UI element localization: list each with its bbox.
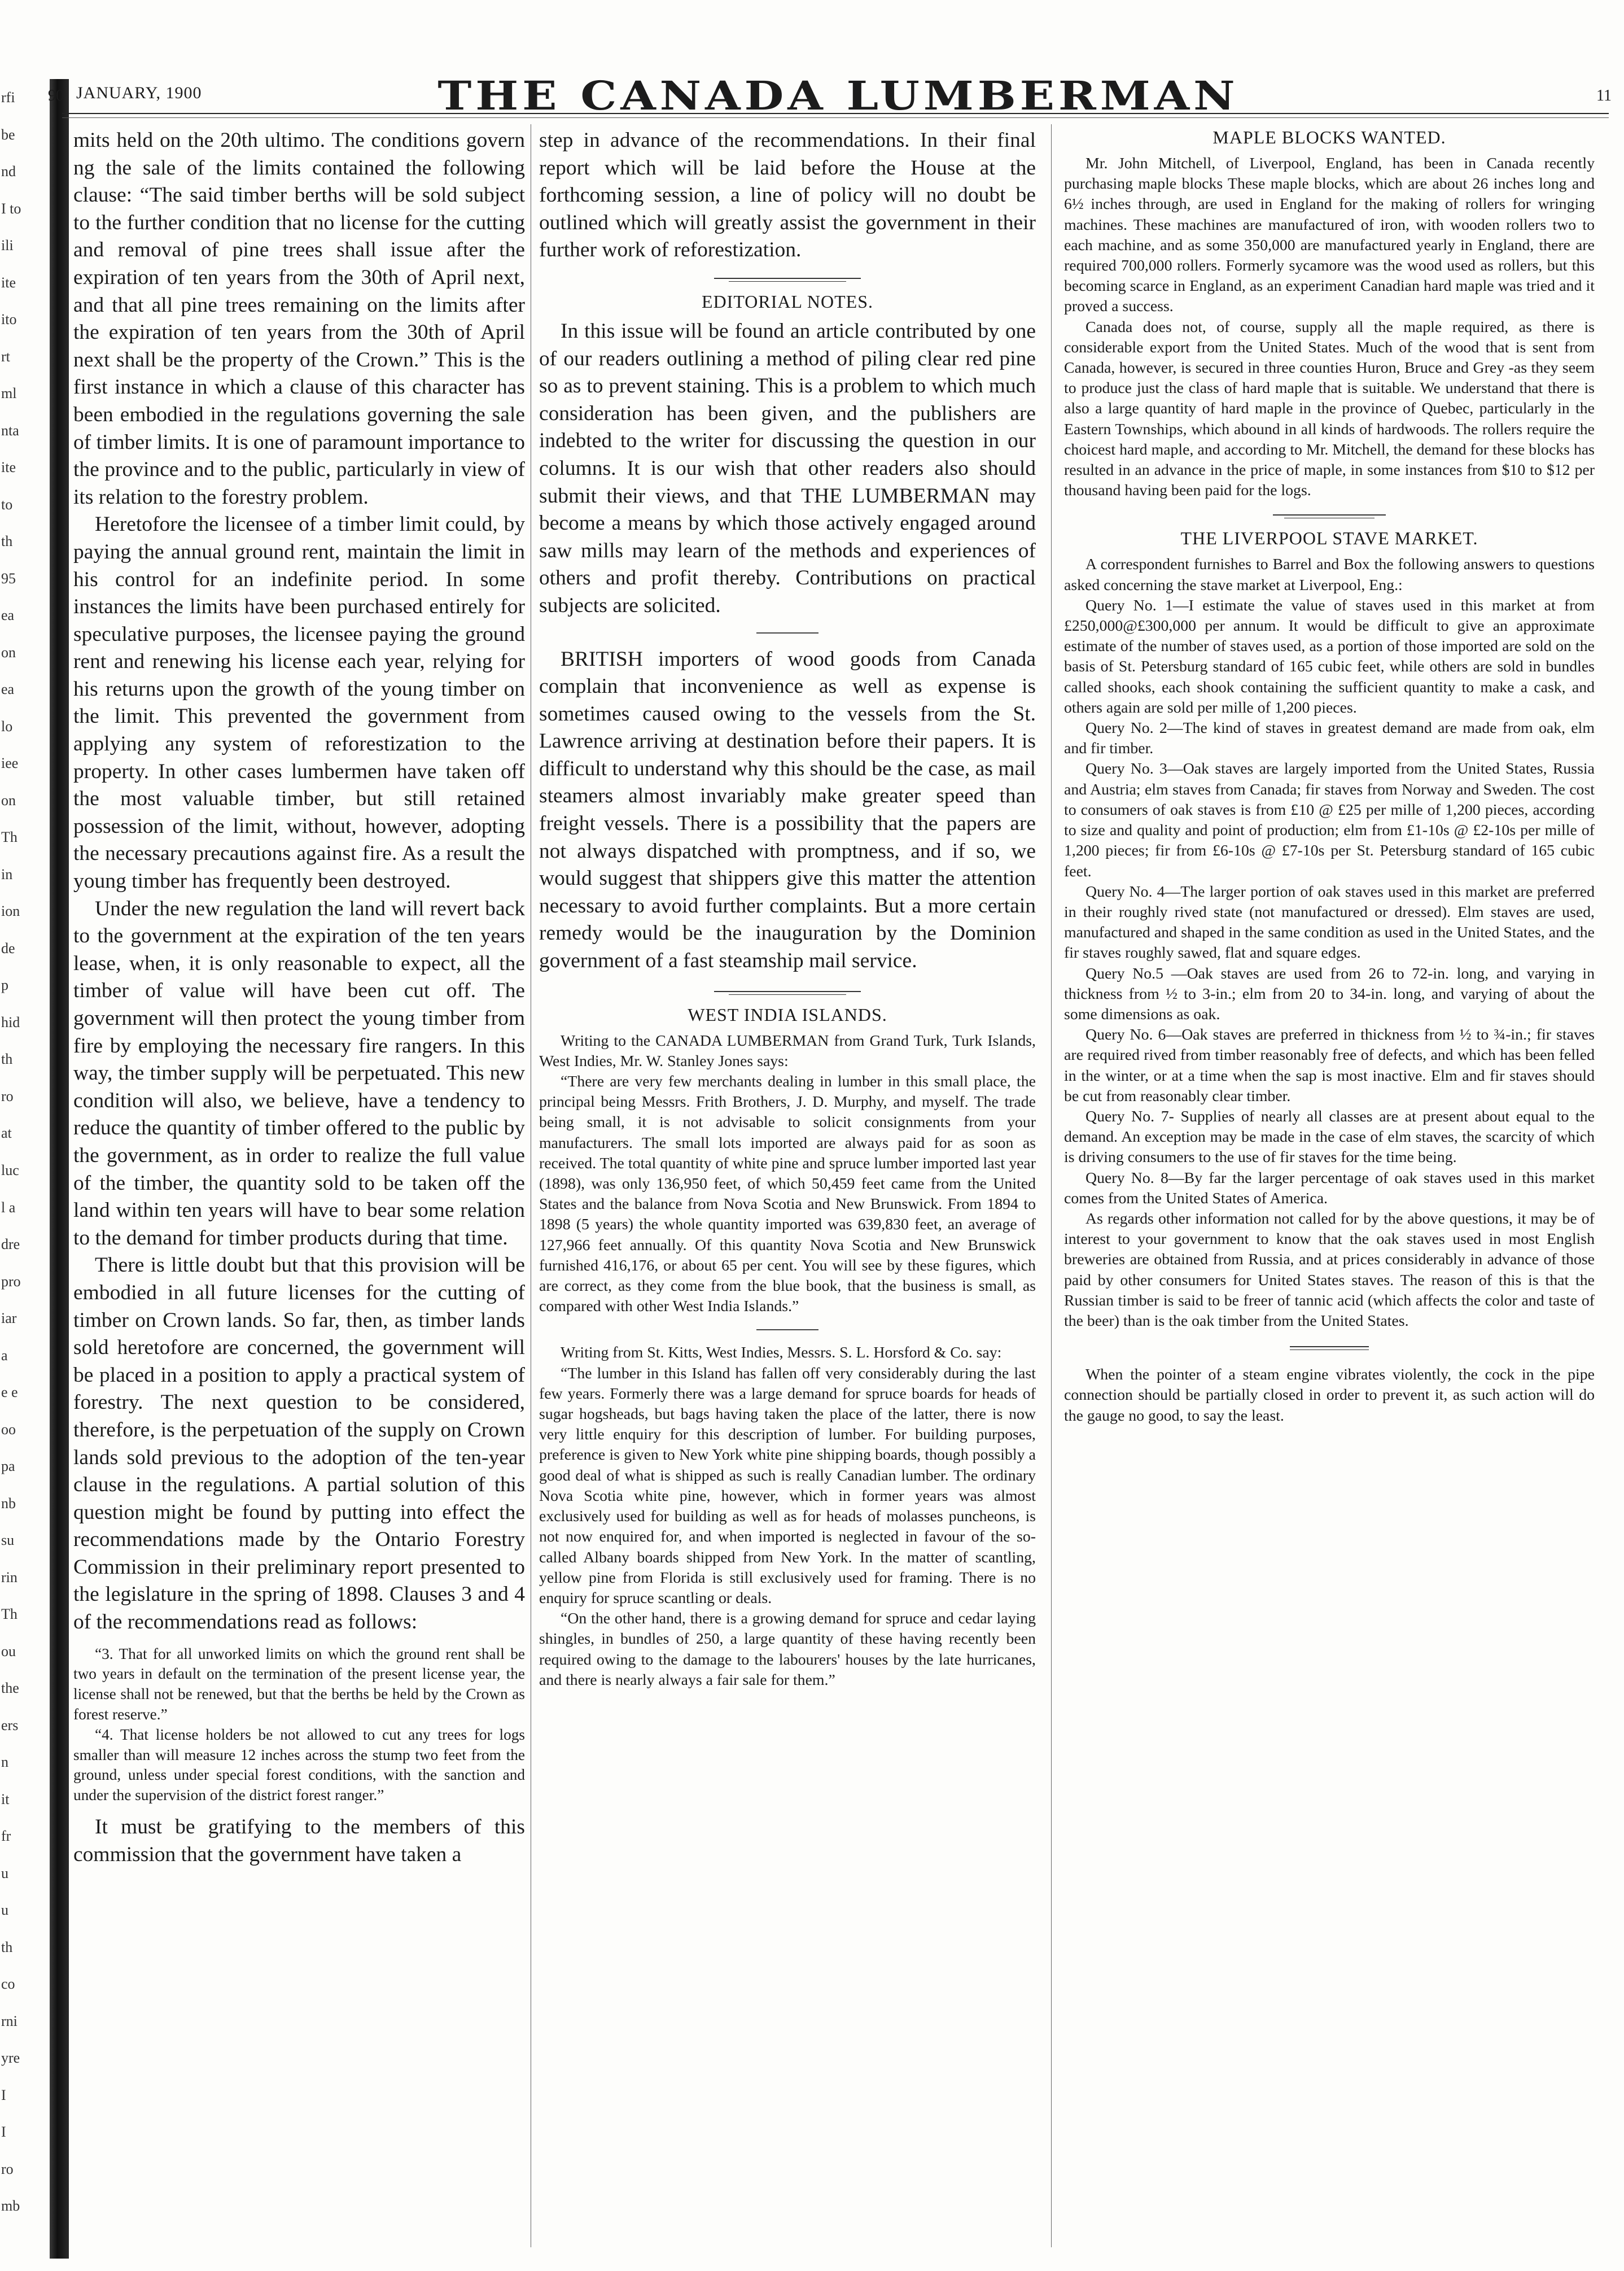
west-india-para-5: “On the other hand, there is a growing demand for spruce and cedar laying shingles, in bundles of 250, a large quantity of these having recently been required owing to the damage to the labourers' houses by the late hurricanes, and there is nearly always a fair sale for them.” (539, 1610, 1036, 1689)
binding-fragment: pa (1, 1458, 15, 1474)
binding-fragment: ito (1, 311, 17, 327)
column-divider-2 (1051, 124, 1052, 2247)
binding-fragment: ro (1, 2161, 14, 2177)
editorial-note-1: In this issue will be found an article contributed by one of our readers outlining a method of piling clear red pine so as to prevent staining. This is a problem to which much consideration has been given, and the publishers are indebted to the writer for discussing the question in our columns. It is our wish that other readers also should submit their views, and that THE LUMBERMAN may become a means by which those actively engaged around saw mills may learn of the methods and experiences of others and profit thereby. Contributions on practical subjects are solicited. (539, 319, 1036, 617)
west-india-para-4: “The lumber in this Island has fallen off very considerably during the last few years. Formerly there was a large demand for spruce boards for heads of sugar hogsheads, but bags having taken the place of the latter, there is now very little enquiry for this description of lumber. For building purposes, preference is given to New York white pine shipping boards, though possibly a good deal of what is shipped as such is really Canadian lumber. The ordinary Nova Scotia white pine, however, which in former years was almost exclusively used for building as well as for heads of molasses puncheons, is not now enquired for, and when imported is neglected in favour of the so-called Albany boards shipped from New York. In the matter of scantling, yellow pine from Florida is still exclusively used for framing. There is no enquiry for spruce scantling or deals. (539, 1364, 1036, 1607)
column-1 (73, 127, 525, 1868)
note-divider (1290, 1346, 1369, 1350)
col2-paragraph-1: step in advance of the recommendations. In their final report which will be laid before the House at the forthcoming session, a line of policy will no doubt be outlined which will greatly assist the government in their further work of reforestization. (539, 129, 1036, 262)
binding-fragment: ili (1, 237, 14, 254)
newspaper-title: THE CANADA LUMBERMAN (437, 72, 1239, 119)
issue-date: JANUARY, 1900 (76, 84, 202, 102)
col1-paragraph-1: mits held on the 20th ultimo. The conditions govern ng the sale of the limits contained the following clause: “The said timber berths will be sold subject to the further condition that no license for the cutting and removal of pine trees shall issue after the expiration of ten years from the 30th of April next, and that all pine trees remaining on the limits after the expiration of ten years from the 30th of April next shall be the property of the Crown.” This is the first instance in which a clause of this character has been embodied in the regulations governing the sale of timber limits. It is one of paramount importance to the province and to the public, particularly in view of its relation to the forestry problem. (73, 129, 525, 509)
binding-fragment: I (1, 2124, 6, 2140)
col1-paragraph-5: It must be gratifying to the members of this commission that the government have taken a (73, 1815, 525, 1866)
binding-fragment: Th (1, 1606, 17, 1622)
editorial-note-2: BRITISH importers of wood goods from Canada complain that inconvenience as well as expense is sometimes caused owing to the vessels from the St. Lawrence arriving at destination before their papers. It is difficult to understand why this should be the case, as mail steamers almost invariably make greater speed than freight vessels. There is a possibility that the papers are not always dispatched with promptness, and if so, we would suggest that shippers give this matter the attention necessary to avoid further complaints. But a more certain remedy would be the inauguration by the Dominion government of a fast steamship mail service. (539, 647, 1036, 973)
binding-fragment: fr (1, 1828, 11, 1844)
binding-fragment: hid (1, 1014, 20, 1030)
binding-fragment: nd (1, 163, 16, 180)
steam-engine-note: When the pointer of a steam engine vibrates violently, the cock in the pipe connection should be partially closed in order to prevent it, as such action will do the gauge no good, to say the least. (1064, 1366, 1595, 1425)
header-rule-thin (62, 117, 1609, 118)
west-india-para-3: Writing from St. Kitts, West Indies, Messrs. S. L. Horsford & Co. say: (561, 1344, 1002, 1362)
col1-paragraph-3: Under the new regulation the land will revert back to the government at the expiration of the ten years lease, when, it is only reasonable to expect, all the timber of value will have been cut off. The government will then protect the young timber from fire by employing the necessary fire rangers. In this way, the timber supply will be perpetuated. This new condition will also, we believe, have a tendency to reduce the quantity of timber offered to the public by the government, as in order to realize the full value of the timber, the quantity sold to be taken off the land within ten years will have to bear some relation to the demand for timber products during that time. (73, 897, 525, 1250)
binding-fragment: nb (1, 1495, 16, 1512)
binding-fragment: th (1, 1051, 13, 1067)
page-binding-edge (0, 79, 73, 2259)
maple-blocks-heading: MAPLE BLOCKS WANTED. (1212, 127, 1446, 147)
stave-query-6: Query No. 6—Oak staves are preferred in thickness from ½ to ¾-in.; fir staves are required rived from timber reasonably free of defects, and which has been felled in the winter, or at a time when the sap is most inactive. Elm and fir staves should be cut from reasonably clear timber. (1064, 1026, 1595, 1105)
west-india-islands-heading: WEST INDIA ISLANDS. (688, 1004, 887, 1025)
binding-fragment: on (1, 644, 16, 661)
binding-fragment: de (1, 940, 15, 957)
binding-fragment: iar (1, 1310, 17, 1326)
binding-fragment: dre (1, 1236, 20, 1252)
binding-fragment: rni (1, 2013, 17, 2029)
binding-fragment: pro (1, 1273, 21, 1290)
binding-fragment: e e (1, 1384, 18, 1400)
stave-query-8: Query No. 8—By far the larger percentage of oak staves used in this market comes from the United States of America. (1064, 1169, 1595, 1207)
stave-market-heading: THE LIVERPOOL STAVE MARKET. (1180, 528, 1478, 549)
binding-fragment: ea (1, 607, 15, 623)
binding-fragment: Th (1, 829, 17, 845)
col1-paragraph-4: There is little doubt but that this provision will be embodied in all future licenses for the cutting of timber on Crown lands. So far, then, as timber lands sold heretofore are concerned, the government will be placed in a position to apply a practical system of forestry. The next question to be considered, therefore, is the perpetuation of the supply on Crown lands sold previous to the adoption of the ten-year clause in the regulations. A partial solution of this question might be found by putting into effect the recommendations made by the Ontario Forestry Commission in their preliminary report presented to the legislature in the spring of 1898. Clauses 3 and 4 of the recommendations read as follows: (73, 1254, 525, 1634)
stave-query-7: Query No. 7- Supplies of nearly all classes are at present about equal to the demand. An exception may be made in the case of elm staves, the scarcity of which is driving consumers to the use of fir staves for the time being. (1064, 1107, 1595, 1167)
binding-fragment: mb (1, 2198, 20, 2214)
editorial-notes-heading: EDITORIAL NOTES. (702, 291, 873, 312)
stave-query-1: Query No. 1—I estimate the value of staves used in this market at from £250,000@£300,000 per annum. It would be difficult to give an approximate estimate of the number of staves used, as a portion of those imported are sold on the basis of St. Petersburg standard of 165 cubic feet, while others are sold in bundles called shooks, each shook containing the sufficient quantity to make a cask, and others again are sold per mille of 1,200 pieces. (1064, 596, 1595, 717)
binding-fragment: luc (1, 1162, 19, 1178)
binding-fragment: su (1, 1532, 15, 1548)
col1-paragraph-2: Heretofore the licensee of a timber limit could, by paying the annual ground rent, maintain the limit in his control for an indefinite period. In some instances the limits have been purchased entirely for speculative purposes, the licensee paying the ground rent and renewing his license each year, relying for his returns upon the growth of the young timber on the limit. This prevented the government from applying any system of reforestization to the property. In other cases lumbermen have taken off the most valuable timber, but still retained possession of the limit, without, however, adopting the necessary precautions against fire. As a result the young timber has frequently been destroyed. (73, 513, 525, 893)
binding-fragment: co (1, 1976, 15, 1992)
binding-fragment: on (1, 792, 16, 809)
binding-fragment: rin (1, 1569, 17, 1586)
section-divider (714, 278, 861, 283)
binding-fragment: a (1, 1347, 8, 1364)
west-india-para-2: “There are very few merchants dealing in lumber in this small place, the principal being Messrs. Frith Brothers, J. D. Murphy, and myself. The trade being small, it is not advisable to solicit consignments from your manufacturers. The small lots imported are always paid for as soon as received. The total quantity of white pine and spruce lumber imported last year (1898), was only 136,950 feet, of which 50,459 feet came from the United States and the balance from Nova Scotia and New Brunswick. From 1894 to 1898 (5 years) the whole quantity imported was 639,830 feet, an average of 127,966 feet annually. Of this quantity Nova Scotia and New Brunswick furnished 416,176, or about 65 per cent. You will see by these figures, which are correct, as they come from the blue book, that the business is small, as compared with other West India Islands.” (539, 1073, 1036, 1316)
binding-fragment: th (1, 1939, 13, 1955)
binding-fragment: the (1, 1680, 19, 1696)
section-divider (714, 991, 861, 997)
binding-fragment: ers (1, 1717, 19, 1733)
binding-fragment: iee (1, 755, 19, 771)
binding-fragment: I (1, 2087, 6, 2103)
west-india-para-1: Writing to the CANADA LUMBERMAN from Grand Turk, Turk Islands, West Indies, Mr. W. Stanley Jones says: (539, 1032, 1036, 1070)
binding-fragment: yre (1, 2050, 20, 2066)
stave-intro: A correspondent furnishes to Barrel and Box the following answers to questions asked concerning the stave market at Liverpool, Eng.: (1064, 556, 1595, 594)
binding-fragment: 95 (1, 570, 16, 587)
section-divider (1273, 514, 1386, 520)
masthead (48, 72, 1623, 119)
page-left-fragment: 90 (48, 87, 64, 104)
binding-fragment: l a (1, 1199, 16, 1216)
binding-fragment: ite (1, 459, 16, 475)
maple-para-2: Canada does not, of course, supply all the maple required, as there is considerable export from the United States. Much of the wood that is sent from Canada, however, is secured in three counties Huron, Bruce and Grey -as they seem to produce just the class of hard maple that is suitable. We understand that there is also a large quantity of hard maple in the province of Quebec, particularly in the Eastern Townships, which abound in all kinds of hardwoods. The rollers require the choicest hard maple, and according to Mr. Mitchell, the demand for these blocks has resulted in an advance in the price of maple, in some instances from $10 to $12 per thousand having been paid for the logs. (1064, 318, 1595, 500)
stave-query-2: Query No. 2—The kind of staves in greatest demand are made from oak, elm and fir timber. (1064, 719, 1595, 758)
binding-fragment: ou (1, 1643, 16, 1659)
binding-fragment: it (1, 1791, 10, 1807)
binding-shadow (50, 79, 69, 2259)
binding-fragment: I to (1, 200, 21, 217)
binding-fragment: ion (1, 903, 20, 919)
binding-fragment: u (1, 1902, 8, 1918)
binding-fragment: rfi (1, 89, 15, 106)
column-3 (1064, 127, 1595, 1426)
maple-para-1: Mr. John Mitchell, of Liverpool, England, has been in Canada recently purchasing maple blocks These maple blocks, which are about 26 inches long and 6½ inches through, are used in England for the making of rollers for wringing machines. These machines are manufactured of iron, with wooden rollers two to each machine, and as some 350,000 are manufactured yearly in England, there are required 700,000 rollers. Formerly sycamore was the wood used as rollers, but this becoming scarce in England, as an experiment Canadian hard maple was tried and it proved a success. (1064, 155, 1595, 316)
binding-fragment: u (1, 1865, 8, 1881)
binding-fragment: in (1, 866, 13, 883)
stave-query-4: Query No. 4—The larger portion of oak staves used in this market are preferred in their roughly rived state (not manufactured or dressed). Elm staves are used, manufactured and shaped in the same condition as used in the United States, and the fir staves roughly sawed, flat and square edges. (1064, 883, 1595, 962)
binding-fragment: p (1, 977, 8, 993)
header-rule (62, 113, 1609, 114)
col1-quote-clause-3: “3. That for all unworked limits on which the ground rent shall be two years in default on the termination of the present license year, the license shall not be renewed, but that the berths be held by the Crown as forest reserve.” (73, 1645, 525, 1723)
binding-fragment: ro (1, 1088, 14, 1104)
binding-fragment: lo (1, 718, 13, 735)
binding-fragment: rt (1, 348, 10, 365)
binding-fragment: th (1, 533, 13, 549)
stave-query-5: Query No.5 —Oak staves are used from 26 to 72-in. long, and varying in thickness from ½ to 3-in.; elm from 20 to 34-in. long, and varying of about the some dimensions as oak. (1064, 964, 1595, 1023)
stave-closing: As regards other information not called for by the above questions, it may be of interest to your government to know that the oak staves used in most English breweries are obtained from Russia, and at prices considerably in advance of those paid by other consumers for United States staves. The reason of this is that the Russian timber is said to be freer of tannic acid (which affects the color and taste of the beer) than is the oak timber from the United States. (1064, 1209, 1595, 1330)
binding-fragment: be (1, 126, 15, 143)
page-number: 11 (1596, 87, 1612, 104)
col1-quote-clause-4: “4. That license holders be not allowed to cut any trees for logs smaller than will measure 12 inches across the stump two feet from the ground, unless under special forest conditions, with the sanction and under the supervision of the district forest ranger.” (73, 1726, 525, 1804)
binding-fragment: n (1, 1754, 8, 1770)
binding-fragment: to (1, 496, 13, 513)
stave-query-3: Query No. 3—Oak staves are largely imported from the United States, Russia and Austria; elm staves from Canada; fir staves from Norway and Sweden. The cost to consumers of oak staves is from £10 @ £25 per mille of 1,200 pieces, according to size and quality and point of production; elm from £1-10s @ £2-10s per mille of 1,200 pieces; fir from £6-10s @ £7-10s per St. Petersburg standard of 165 cubic feet. (1064, 760, 1595, 880)
binding-fragment: oo (1, 1421, 16, 1438)
binding-fragment: ea (1, 681, 15, 697)
article-divider (756, 1329, 818, 1330)
binding-fragment: at (1, 1125, 12, 1141)
binding-fragment: nta (1, 422, 19, 439)
binding-fragment: ml (1, 385, 17, 401)
note-divider (756, 632, 818, 634)
column-2 (539, 127, 1036, 1691)
binding-fragment: ite (1, 274, 16, 291)
